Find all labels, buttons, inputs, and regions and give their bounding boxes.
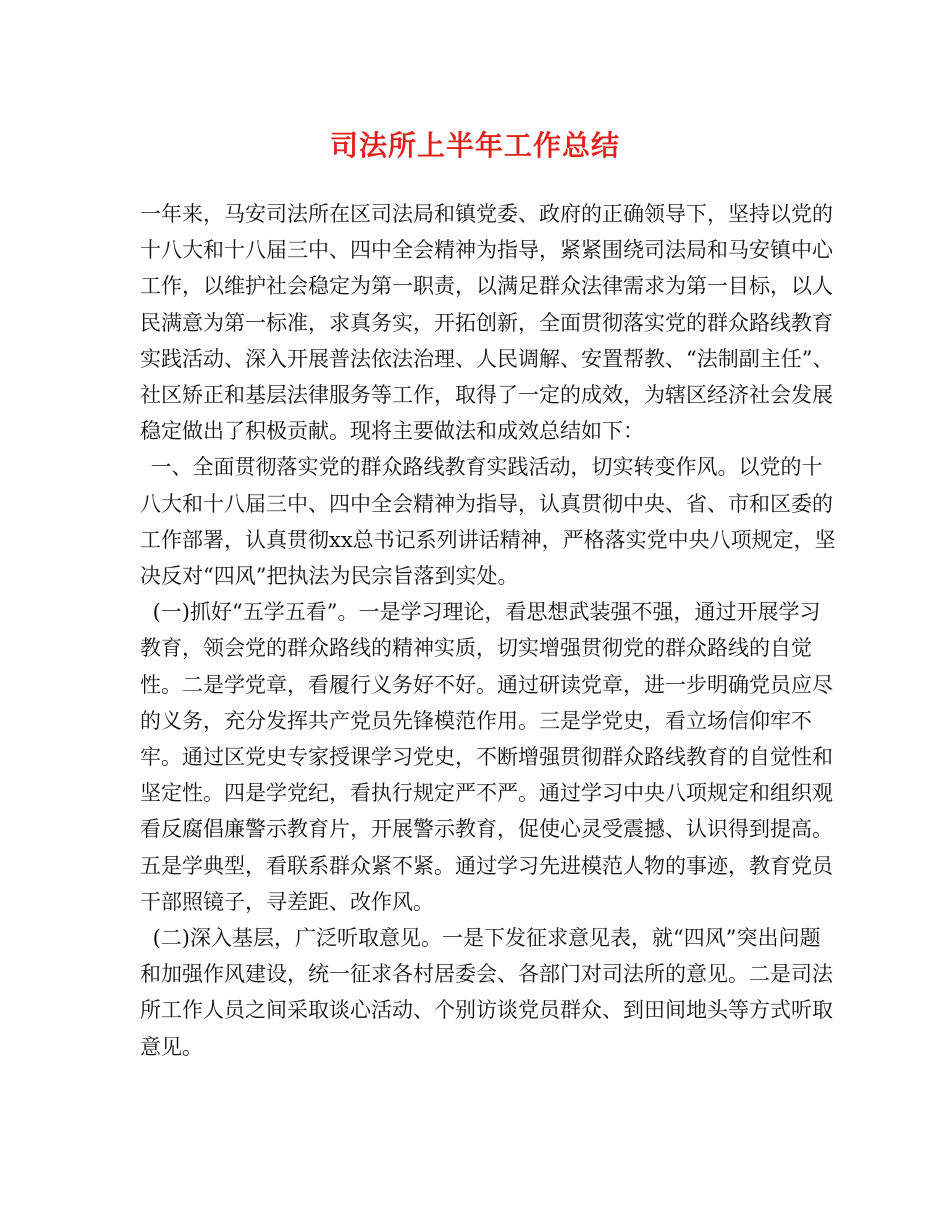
document-title: 司法所上半年工作总结	[329, 129, 620, 162]
paragraph-subsection-2: (二)深入基层，广泛听取意见。一是下发征求意见表，就“四风”突出问题和加强作风建设，统一征求各村居委会、各部门对司法所的意见。二是司法所工作人员之间采取谈心活动、个别访谈党员群众、到田间地头等方式听取意见。	[140, 926, 833, 1059]
paragraph-subsection-1: (一)抓好“五学五看”。一是学习理论，看思想武装强不强，通过开展学习教育，领会党的群众路线的精神实质，切实增强贯彻党的群众路线的自觉性。二是学党章，看履行义务好不好。通过研读党章，进一步明确党员应尽的义务，充分发挥共产党员先锋模范作用。三是学党史，看立场信仰牢不牢。通过区党史专家授课学习党史，不断增强贯彻群众路线教育的自觉性和坚定性。四是学党纪，看执行规定严不严。通过学习中央八项规定和组织观看反腐倡廉警示教育片，开展警示教育，促使心灵受震撼、认识得到提高。五是学典型，看联系群众紧不紧。通过学习先进模范人物的事迹，教育党员干部照镜子，寻差距、改作风。	[140, 600, 833, 914]
paragraph-intro: 一年来，马安司法所在区司法局和镇党委、政府的正确领导下，坚持以党的十八大和十八届三中、四中全会精神为指导，紧紧围绕司法局和马安镇中心工作，以维护社会稳定为第一职责，以满足群众法律需求为第一目标，以人民满意为第一标准，求真务实，开拓创新，全面贯彻落实党的群众路线教育实践活动、深入开展普法依法治理、人民调解、安置帮教、“法制副主任”、社区矫正和基层法律服务等工作，取得了一定的成效，为辖区经济社会发展稳定做出了积极贡献。现将主要做法和成效总结如下：	[140, 202, 834, 444]
paragraph-section-1: 一、全面贯彻落实党的群众路线教育实践活动，切实转变作风。以党的十八大和十八届三中、四中全会精神为指导，认真贯彻中央、省、市和区委的工作部署，认真贯彻xx总书记系列讲话精神，严格落实党中央八项规定，坚决反对“四风”把执法为民宗旨落到实处。	[140, 455, 836, 589]
document-body	[140, 196, 840, 1065]
